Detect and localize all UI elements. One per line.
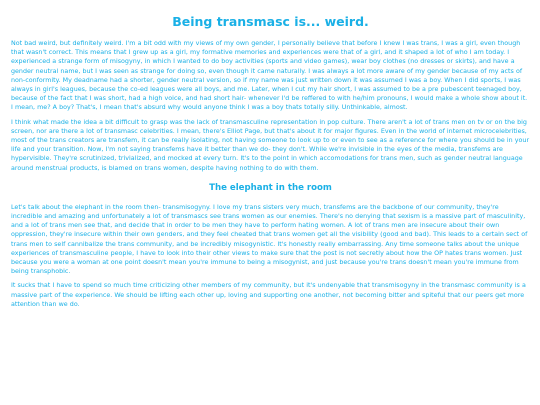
section-heading: The elephant in the room: [209, 182, 332, 193]
article-paragraph: It sucks that I have to spend so much time criticizing other members of my community, but it's undenyable that transmisogyny in the transmasc community is a massive part of the experience. We should be lifting each other up, loving and supporting one another, not becoming bitter and spiteful that our peers get more attention than we do.: [11, 282, 526, 308]
article-paragraph: I think what made the idea a bit difficult to grasp was the lack of transmasculine representation in pop culture. There aren't a lot of trans men on tv or on the big screen, nor are there a lot of transmasc celebrities. I mean, there's Elliot Page, but that's about it for major figures. Even in the world of internet microcelebrities, most of the trans creators are transfem, it can be really isolating, not having someone to look up to or even to see as a reference for where you should be in your life and your transition. Now, I'm not saying transfems have it better than we do- they don't. While we're invisible in the eyes of the media, transfems are hypervisible. They're scrutinized, trivialized, and mocked at every turn. It's to the point in which accomodations for trans men, such as gender neutral language around menstrual products, is blamed on trans women, despite having nothing to do with them.: [11, 118, 530, 172]
article-paragraph: Let's talk about the elephant in the room then- transmisogyny. I love my trans sisters very much, transfems are the backbone of our community, they're incredible and amazing and unfortunately a lot of transmascs see trans women as our enemies. There's no denying that sexism is a massive part of masculinity, and a lot of trans men see that, and decide that in order to be men they have to perform hating women. A lot of trans men are insecure about their own oppression, they're insecure within their own genders, and they feel cheated that trans women get all the visibility (good and bad). This leads to a certain sect of trans men to self cannibalize the trans community, and be incredibly misogynistic. It's honestly really embarrassing. Any time someone talks about the unique experiences of transmasculine people, I have to look into their other views to make sure that the post is not secretly about how the OP hates trans women. Just because you were a woman at one point doesn't mean you're immune to being a misogynist, and just because you're trans doesn't mean you're immune from being transphobic.: [11, 203, 528, 276]
article-paragraph: Not bad weird, but definitely weird. I'm a bit odd with my views of my own gender, I personally believe that before I knew I was trans, I was a girl, even though that wasn't correct. This means that I grew up as a girl, my formative memories and experiences were that of a girl, and it shaped a lot of who I am today. I experienced a strange form of misogyny, in which I wanted to do boy activities (sports and video games), wear boy clothes (no dresses or skirts), and have a gender neutral name, but I was seen as strange for doing so, even though it came naturally. I was always a lot more aware of my gender because of my acts of non-conformity. My deadname had a shorter, gender neutral version, so if my name was just written down it was assumed I was a boy. When I did sports, I was always in girl's leagues, because the co-ed leagues were all boys, and me. Later, when I cut my hair short, I was assumed to be a pre pubescent teenaged boy, because of the fact that I was short, had a high voice, and had short hair- whenever I'd be reffered to with he/him pronouns, I would make a whole show about it. I mean, me? A boy? That's, I mean that's absurd why would anyone think I was a boy thats totally silly. Unthinkable, almost.: [11, 40, 528, 112]
article-title: Being transmasc is... weird.: [172, 14, 369, 29]
